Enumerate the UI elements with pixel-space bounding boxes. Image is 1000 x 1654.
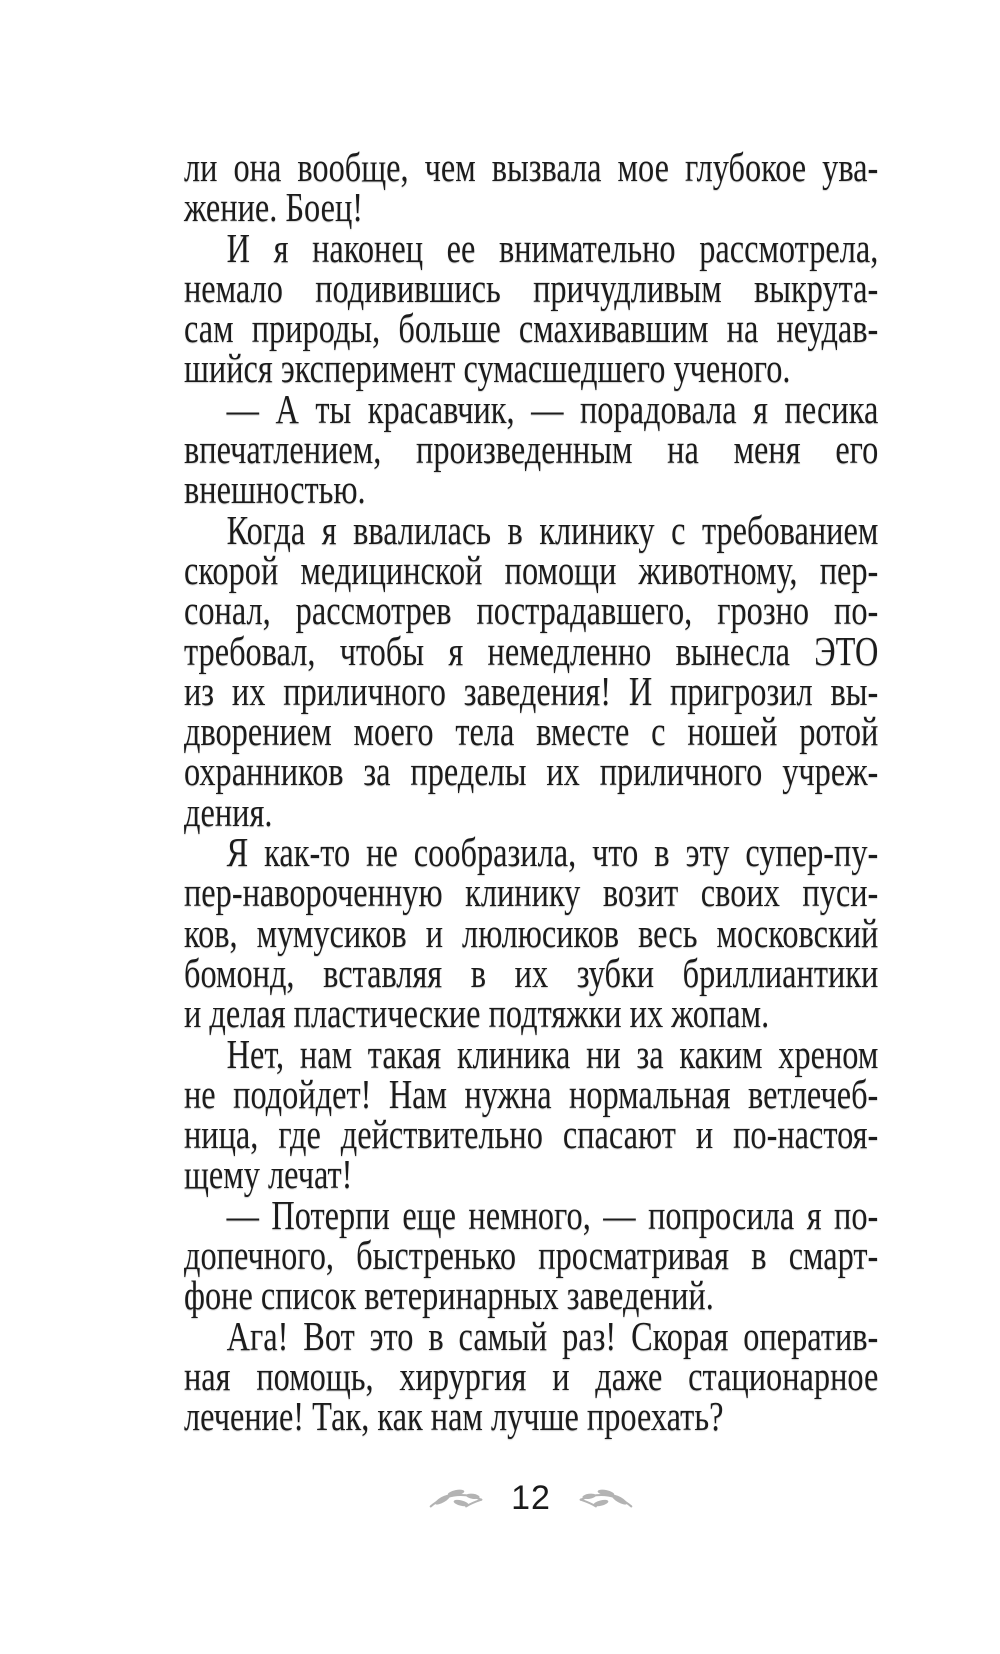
text-line: ница, где действительно спасают и по-настоя- [184, 1111, 879, 1158]
text-line: Нет, нам такая клиника ни за каким хреном [226, 1030, 879, 1077]
paragraph [184, 1312, 879, 1440]
paragraph [184, 1191, 879, 1319]
text-line: — А ты красавчик, — порадовала я песика [226, 385, 879, 432]
page-footer [184, 1478, 878, 1518]
text-line: требовал, чтобы я немедленно вынесла ЭТО [184, 627, 879, 674]
text-line: ная помощь, хирургия и даже стационарное [184, 1352, 879, 1399]
text-line: бомонд, вставляя в их зубки бриллиантики [184, 949, 879, 996]
text-line: лечение! Так, как нам лучше проехать? [184, 1393, 724, 1440]
text-line: впечатлением, произведенным на меня его [184, 426, 879, 473]
text-line: фоне список ветеринарных заведений. [184, 1272, 714, 1319]
text-line: Я как-то не сообразила, что в эту супер-пу- [226, 829, 879, 876]
paragraph [184, 1030, 879, 1198]
text-line: сам природы, больше смахивавшим на неудав- [184, 305, 879, 352]
paragraph [184, 506, 879, 835]
text-line: пер-навороченную клинику возит своих пуси- [184, 869, 879, 916]
text-line: Ага! Вот это в самый раз! Скорая оператив- [226, 1312, 879, 1359]
text-block [184, 144, 879, 1440]
laurel-sprig-left-icon [429, 1484, 483, 1512]
paragraph [184, 829, 879, 1037]
text-line: сонал, рассмотрев пострадавшего, грозно по- [184, 587, 879, 634]
text-line: скорой медицинской помощи животному, пер- [184, 546, 879, 593]
text-line: и делая пластические подтяжки их жопам. [184, 990, 770, 1037]
text-line: дворением моего тела вместе с ношей ротой [184, 708, 879, 755]
text-line: из их приличного заведения! И пригрозил вы- [184, 667, 879, 714]
text-line: щему лечат! [184, 1151, 353, 1198]
paragraph [184, 224, 879, 392]
text-line: дения. [184, 788, 273, 835]
page-number: 12 [511, 1479, 551, 1517]
text-line: охранников за пределы их приличного учреж- [184, 748, 879, 795]
paragraph [184, 144, 879, 231]
text-line: ли она вообще, чем вызвала мое глубокое ува- [184, 144, 879, 190]
text-line: немало подивившись причудливым выкрута- [184, 264, 879, 311]
laurel-sprig-right-icon [579, 1484, 633, 1512]
text-line: жение. Боец! [184, 184, 364, 231]
text-line: внешностью. [184, 466, 366, 513]
text-line: И я наконец ее внимательно рассмотрела, [226, 224, 879, 271]
text-line: ков, мумусиков и люлюсиков весь московский [184, 909, 879, 956]
text-line: шийся эксперимент сумасшедшего ученого. [184, 345, 791, 392]
text-line: Когда я ввалилась в клинику с требованием [226, 506, 879, 553]
text-line: допечного, быстренько просматривая в смарт- [184, 1232, 879, 1279]
text-line: не подойдет! Нам нужна нормальная ветлечеб- [184, 1070, 879, 1117]
text-line: — Потерпи еще немного, — попросила я по- [226, 1191, 879, 1238]
paragraph [184, 385, 879, 513]
